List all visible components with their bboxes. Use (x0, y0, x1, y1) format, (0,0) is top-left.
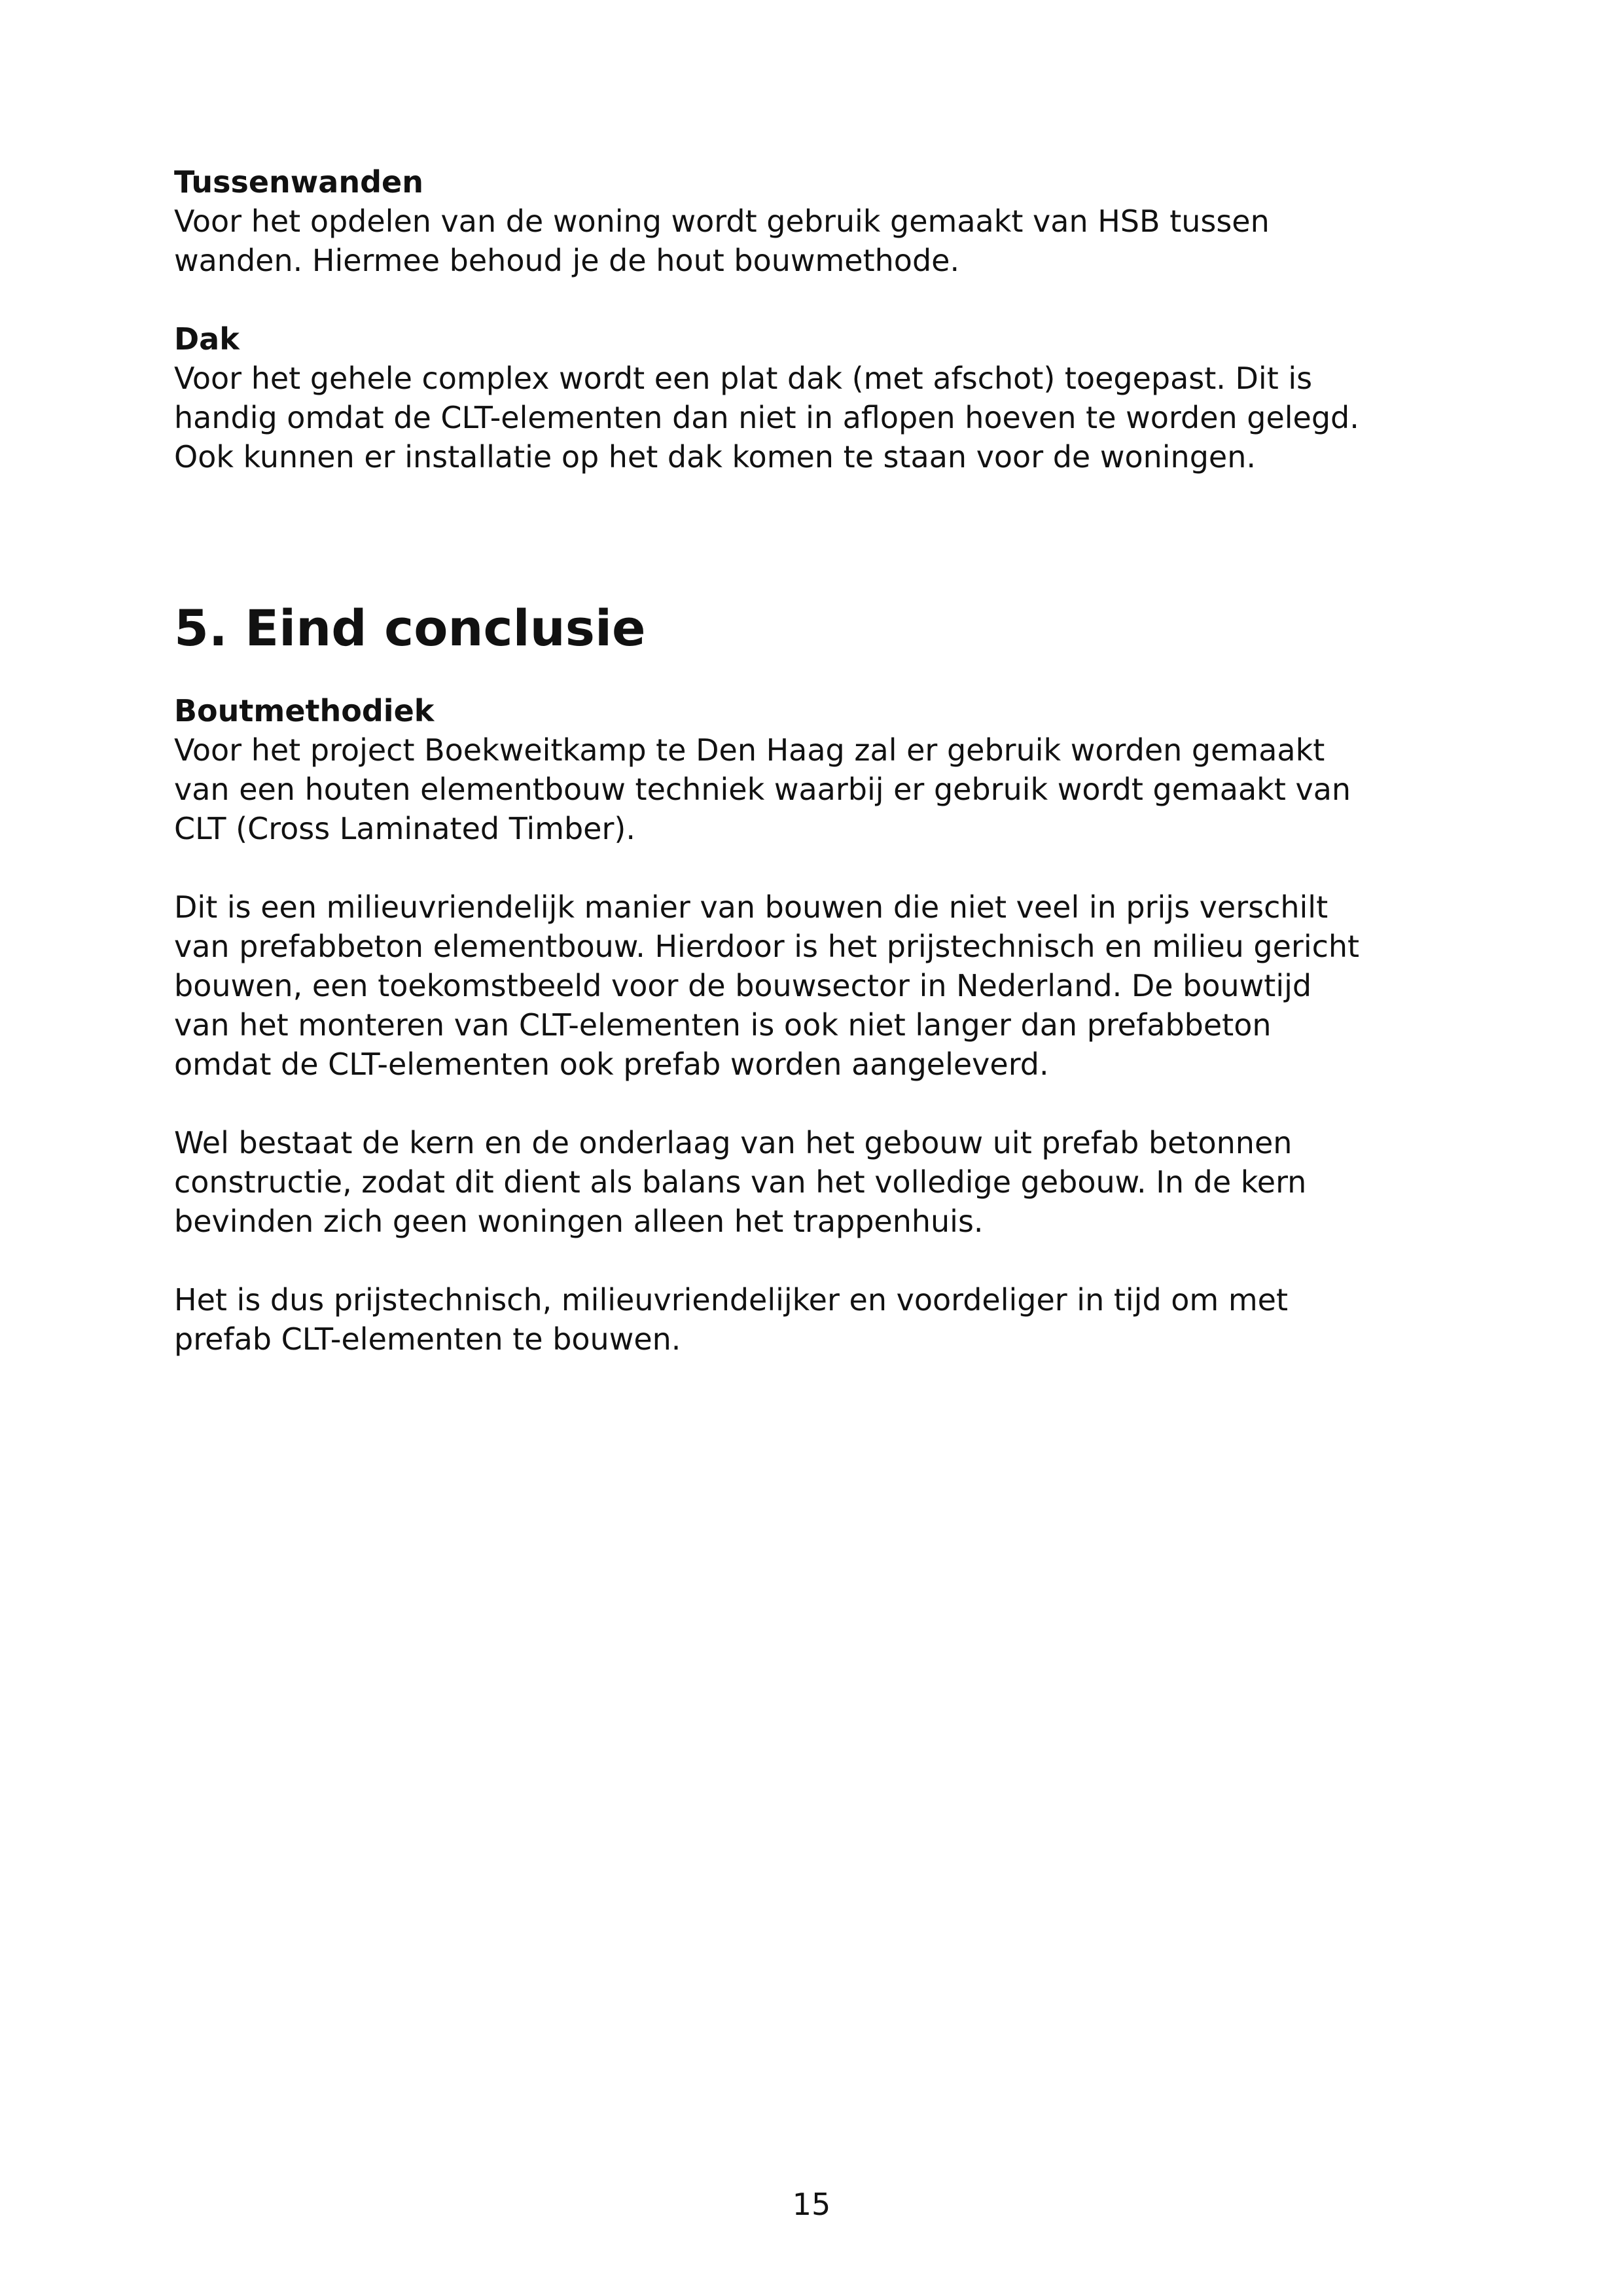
paragraph: Dit is een milieuvriendelijk manier van bouwen die niet veel in prijs verschilt van prefabbeton elementbouw. Hierdoor is het prijstechnisch en milieu gericht bouwen, een toekomstbeeld voor de bouwsector in Nederland. De bouwtijd van het monteren van CLT-elementen is ook niet langer dan prefabbeton omdat de CLT-elementen ook prefab worden aangeleverd. (174, 889, 1360, 1082)
section-title: Dak (174, 321, 240, 357)
section-paragraph: Voor het opdelen van de woning wordt gebruik gemaakt van HSB tussen wanden. Hiermee behoud je de hout bouwmethode. (174, 204, 1270, 278)
section-tussenwanden (174, 162, 1509, 280)
section-dak (174, 319, 1509, 476)
section-title: Boutmethodiek (174, 693, 435, 728)
paragraph-block (174, 1123, 1509, 1241)
paragraph-block (174, 1280, 1509, 1359)
chapter-heading: 5. Eind conclusie (174, 599, 646, 657)
section-title: Tussenwanden (174, 164, 423, 200)
paragraph: Wel bestaat de kern en de onderlaag van het gebouw uit prefab betonnen constructie, zodat dit dient als balans van het volledige gebouw. In de kern bevinden zich geen woningen alleen het trappenhuis. (174, 1125, 1307, 1239)
page-number: 15 (792, 2187, 831, 2222)
paragraph: Voor het project Boekweitkamp te Den Haag zal er gebruik worden gemaakt van een houten elementbouw techniek waarbij er gebruik wordt gemaakt van CLT (Cross Laminated Timber). (174, 732, 1351, 846)
section-boutmethodiek (174, 691, 1509, 848)
section-paragraph: Voor het gehele complex wordt een plat dak (met afschot) toegepast. Dit is handig omdat de CLT-elementen dan niet in aflopen hoeven te worden gelegd. Ook kunnen er installatie op het dak komen te staan voor de woningen. (174, 361, 1359, 475)
paragraph: Het is dus prijstechnisch, milieuvriendelijker en voordeliger in tijd om met prefab CLT-elementen te bouwen. (174, 1282, 1288, 1357)
paragraph-block (174, 888, 1509, 1084)
